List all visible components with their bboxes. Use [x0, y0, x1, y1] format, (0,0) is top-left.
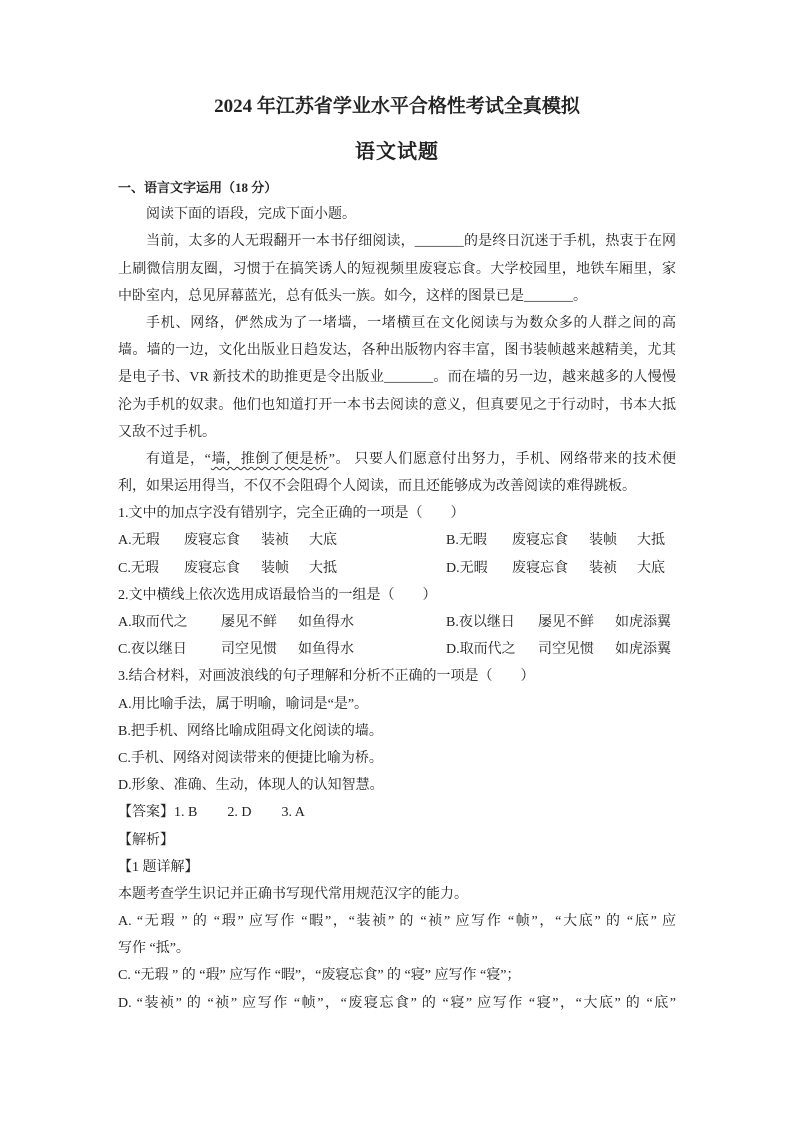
option-row: [118, 636, 676, 663]
option-item: 废寝忘食: [184, 533, 240, 549]
passage-paragraph-1: [118, 228, 676, 310]
option-b: [446, 527, 665, 554]
option-item: 大底: [637, 560, 665, 576]
exam-content: [118, 174, 676, 1017]
option-item: 无瑕: [131, 533, 160, 549]
option-d: [446, 636, 671, 663]
option-item: 大底: [309, 533, 337, 549]
question-stem: 2.文中横线上依次选用成语最恰当的一组是（ ）: [118, 587, 437, 603]
option-item: 取而代之: [459, 642, 516, 658]
page-title: 2024 年江苏省学业水平合格性考试全真模拟: [214, 96, 580, 117]
option-text: 用比喻手法，属于明喻，喻词是“是”。: [131, 696, 369, 712]
option-c: [118, 745, 676, 772]
passage-line: 中卧室内，总见屏幕蓝光，总有低头一族。如今，这样的图景已是_______。: [118, 288, 587, 304]
analysis-line: D. “装祯” 的 “祯” 应写作 “帧”，“废寝忘食” 的 “寝” 应写作 “寝”，“大底” 的 “底”: [118, 995, 676, 1011]
instruction-text: 阅读下面的语段，完成下面小题。: [146, 207, 356, 223]
option-item: 装祯: [261, 533, 289, 549]
option-item: 屡见不鲜: [221, 615, 277, 630]
option-item: 如虎添翼: [615, 642, 671, 658]
passage-paragraph-2: [118, 310, 676, 446]
option-item: 如鱼得水: [298, 642, 354, 658]
question-2: [118, 582, 676, 664]
option-label: B.: [118, 723, 131, 739]
option-item: 取而代之: [131, 615, 188, 630]
option-item: 司空见惯: [221, 642, 277, 658]
option-text: 把手机、网络比喻成阻碍文化阅读的墙。: [130, 723, 383, 739]
option-a: [118, 527, 446, 554]
option-a: [118, 691, 676, 718]
option-row: [118, 609, 676, 636]
option-d: [118, 772, 676, 799]
analysis-line: C. “无瑕 ” 的 “瑕” 应写作 “暇”，“废寝忘食” 的 “寝” 应写作 “寝”；: [118, 968, 521, 984]
option-b: [446, 609, 671, 636]
option-label: B.: [446, 615, 459, 630]
option-text: 形象、准确、生动，体现人的认知智慧。: [131, 778, 384, 794]
option-item: 装祯: [589, 560, 617, 576]
question-3: [118, 663, 676, 799]
option-item: 大抵: [309, 560, 337, 576]
option-label: B.: [446, 533, 459, 549]
option-item: 无暇: [458, 533, 487, 549]
option-b: [118, 718, 676, 745]
answer-item: 2. D: [227, 805, 252, 821]
option-label: D.: [446, 560, 460, 576]
option-label: C.: [118, 642, 131, 658]
option-text: 手机、网络对阅读带来的便捷比喻为桥。: [130, 750, 383, 766]
option-item: 司空见惯: [538, 642, 594, 658]
option-label: C.: [118, 750, 131, 766]
question-1: [118, 500, 676, 582]
option-item: 无暇: [459, 560, 488, 576]
answer-label: 【答案】: [118, 805, 174, 821]
option-label: A.: [118, 615, 132, 630]
analysis-line: A. “无瑕 ” 的 “瑕” 应写作 “暇”，“装祯” 的 “祯” 应写作 “帧”，“大底” 的 “底” 应: [118, 914, 676, 930]
analysis-intro: 本题考查学生识记并正确书写现代常用规范汉字的能力。: [118, 886, 468, 902]
analysis-line: 写作 “抵”。: [118, 941, 190, 957]
option-item: 废寝忘食: [184, 560, 240, 576]
answer-item: 3. A: [281, 805, 305, 821]
option-item: 夜以继日: [130, 642, 187, 658]
option-a: [118, 609, 446, 636]
passage-line: [118, 446, 676, 473]
passage-text: ”。 只要人们愿意付出努力，手机、网络带来的技术便: [328, 451, 677, 467]
page-subtitle: 语文试题: [355, 141, 439, 163]
option-item: 装帧: [589, 533, 617, 549]
option-item: 装帧: [261, 560, 289, 576]
question-stem: 1.文中的加点字没有错别字，完全正确的一项是（ ）: [118, 506, 465, 522]
passage-line: 利，如果运用得当，不仅不会阻碍个人阅读，而且还能够成为改善阅读的难得跳板。: [118, 479, 636, 495]
option-label: D.: [446, 642, 460, 658]
passage-line: 上刷微信朋友圈，习惯于在搞笑诱人的短视频里废寝忘食。大学校园里，地铁车厢里，家: [118, 261, 676, 277]
option-row: [118, 555, 676, 582]
option-label: D.: [118, 778, 132, 794]
passage-line: 墙。墙的一边，文化出版业日趋发达，各种出版物内容丰富，图书装帧越来越精美，尤其: [118, 343, 676, 359]
option-label: A.: [118, 533, 132, 549]
passage-line: 手机、网络，俨然成为了一堵墙，一堵横亘在文化阅读与为数众多的人群之间的高: [146, 315, 676, 331]
option-item: 屡见不鲜: [538, 615, 594, 630]
passage-paragraph-3: [118, 446, 676, 500]
analysis-subheading: 【1 题详解】: [118, 859, 199, 875]
option-item: 废寝忘食: [512, 560, 568, 576]
wavy-underlined-sentence: 墙，推倒了便是桥: [210, 451, 329, 467]
option-label: C.: [118, 560, 131, 576]
option-item: 如鱼得水: [298, 615, 354, 630]
analysis-label: 【解析】: [118, 832, 174, 848]
answer-line: [118, 799, 676, 826]
passage-line: 当前，太多的人无瑕翻开一本书仔细阅读，_______的是终日沉迷于手机，热衷于在网: [146, 234, 676, 250]
option-item: 无瑕: [130, 560, 159, 576]
option-label: A.: [118, 696, 132, 712]
option-item: 如虎添翼: [615, 615, 671, 630]
passage-line: 沦为手机的奴隶。他们也知道打开一本书去阅读的意义，但真要见之于行动时，书本大抵: [118, 397, 676, 413]
option-item: 大抵: [637, 533, 665, 549]
option-d: [446, 555, 665, 582]
answer-item: 1. B: [174, 805, 198, 821]
option-item: 夜以继日: [458, 615, 515, 630]
option-c: [118, 636, 446, 663]
option-c: [118, 555, 446, 582]
option-item: 废寝忘食: [512, 533, 568, 549]
option-row: [118, 527, 676, 554]
passage-line: 是电子书、VR 新技术的助推更是令出版业_______。而在墙的另一边，越来越多的人慢慢: [118, 370, 676, 386]
section-heading: 一、语言文字运用（18 分）: [118, 180, 278, 195]
question-stem: 3.结合材料，对画波浪线的句子理解和分析不正确的一项是（ ）: [118, 669, 535, 685]
passage-text: 有道是，“: [146, 451, 211, 467]
passage-line: 又敌不过手机。: [118, 424, 216, 440]
